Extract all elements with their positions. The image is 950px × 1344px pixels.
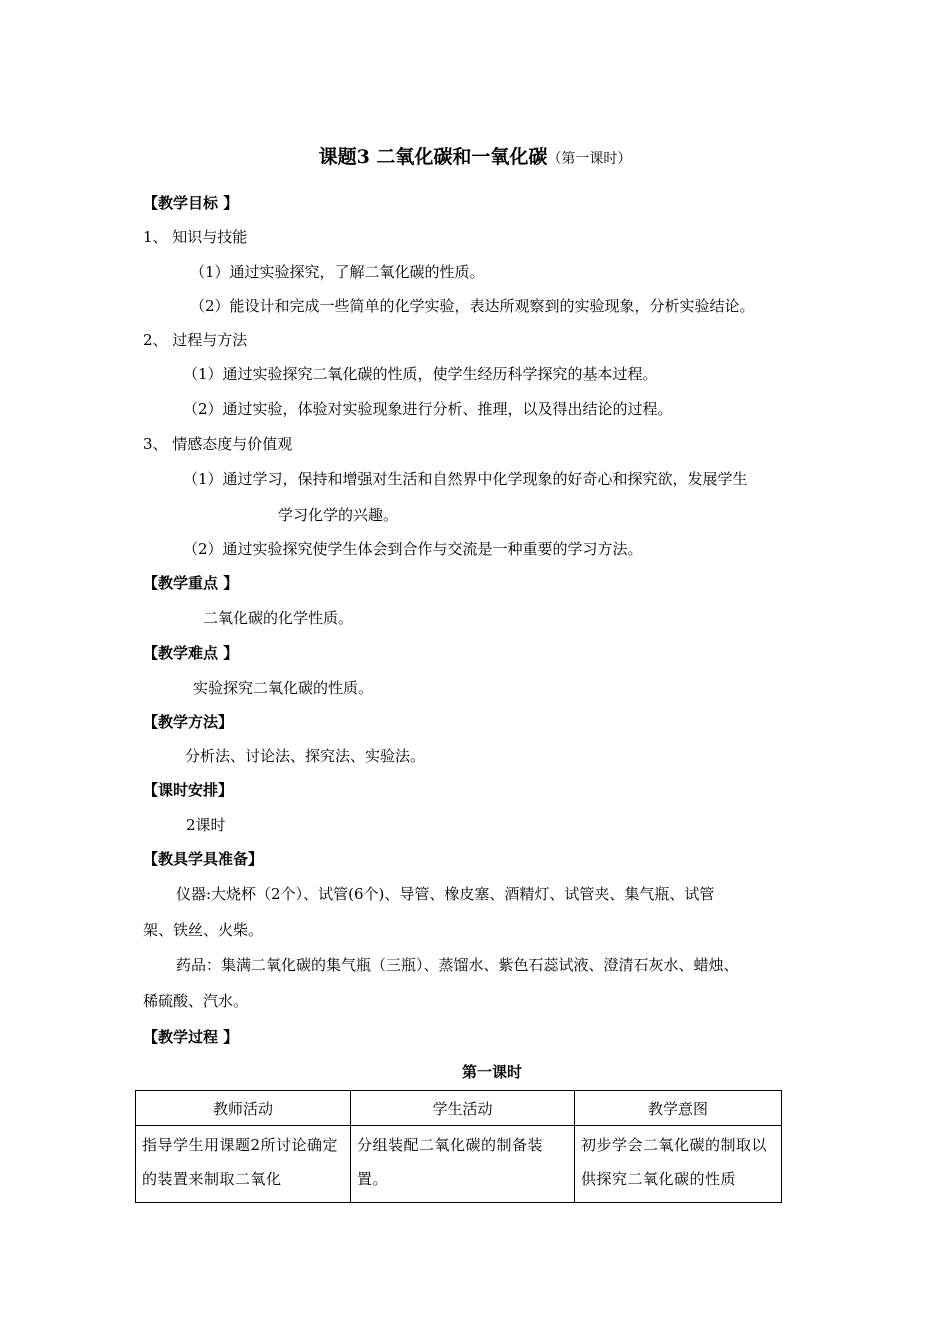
objectives-heading: 【教学目标 】 — [143, 194, 239, 212]
method-heading: 【教学方法】 — [143, 713, 234, 731]
difficulty-heading: 【教学难点 】 — [143, 644, 239, 662]
method-text: 分析法、讨论法、探究法、实验法。 — [185, 747, 426, 765]
objective-1-2: （2）能设计和完成一些简单的化学实验，表达所观察到的实验现象，分析实验结论。 — [190, 297, 755, 315]
objective-3-1-line-a: （1）通过学习，保持和增强对生活和自然界中化学现象的好奇心和探究欲，发展学生 — [183, 470, 748, 488]
cell-teaching-intent: 初步学会二氧化碳的制取以供探究二氧化碳的性质 — [575, 1126, 782, 1203]
objective-1-1: （1）通过实验探究，了解二氧化碳的性质。 — [190, 263, 485, 281]
materials-heading: 【教具学具准备】 — [143, 850, 264, 868]
reagents-line-b: 稀硫酸、汽水。 — [143, 992, 249, 1010]
objective-3-1-line-b: 学习化学的兴趣。 — [278, 506, 399, 524]
process-heading: 【教学过程 】 — [143, 1028, 239, 1046]
title-main: 课题3 二氧化碳和一氧化碳 — [318, 146, 548, 168]
table-header-row — [136, 1091, 782, 1126]
page-title — [0, 142, 950, 169]
cell-teacher-activity: 指导学生用课题2所讨论确定的装置来制取二氧化 — [136, 1126, 351, 1203]
objective-2-1: （1）通过实验探究二氧化碳的性质，使学生经历科学探究的基本过程。 — [183, 365, 658, 383]
lesson-plan-table — [135, 1090, 782, 1203]
schedule-heading: 【课时安排】 — [143, 781, 234, 799]
reagents-line-a: 药品：集满二氧化碳的集气瓶（三瓶）、蒸馏水、紫色石蕊试液、澄清石灰水、蜡烛、 — [176, 956, 739, 974]
header-teaching-intent: 教学意图 — [575, 1091, 782, 1126]
objective-3-2: （2）通过实验探究使学生体会到合作与交流是一种重要的学习方法。 — [183, 540, 643, 558]
key-point-text: 二氧化碳的化学性质。 — [203, 609, 354, 627]
objective-section-3: 3、 情感态度与价值观 — [143, 435, 293, 453]
objective-2-2: （2）通过实验，体验对实验现象进行分析、推理，以及得出结论的过程。 — [183, 400, 673, 418]
difficulty-text: 实验探究二氧化碳的性质。 — [193, 679, 374, 697]
objective-section-2: 2、 过程与方法 — [143, 331, 248, 349]
objective-section-1: 1、 知识与技能 — [143, 228, 248, 246]
instruments-line-a: 仪器:大烧杯（2个）、试管(6个)、导管、橡皮塞、酒精灯、试管夹、集气瓶、试管 — [176, 885, 715, 903]
title-sub: （第一课时） — [547, 151, 632, 167]
key-point-heading: 【教学重点 】 — [143, 574, 239, 592]
lesson-title: 第一课时 — [462, 1063, 523, 1081]
cell-student-activity: 分组装配二氧化碳的制备装置。 — [351, 1126, 575, 1203]
instruments-line-b: 架、铁丝、火柴。 — [143, 921, 264, 939]
table-row — [136, 1126, 782, 1203]
schedule-text: 2课时 — [186, 816, 226, 834]
header-student-activity: 学生活动 — [351, 1091, 575, 1126]
header-teacher-activity: 教师活动 — [136, 1091, 351, 1126]
